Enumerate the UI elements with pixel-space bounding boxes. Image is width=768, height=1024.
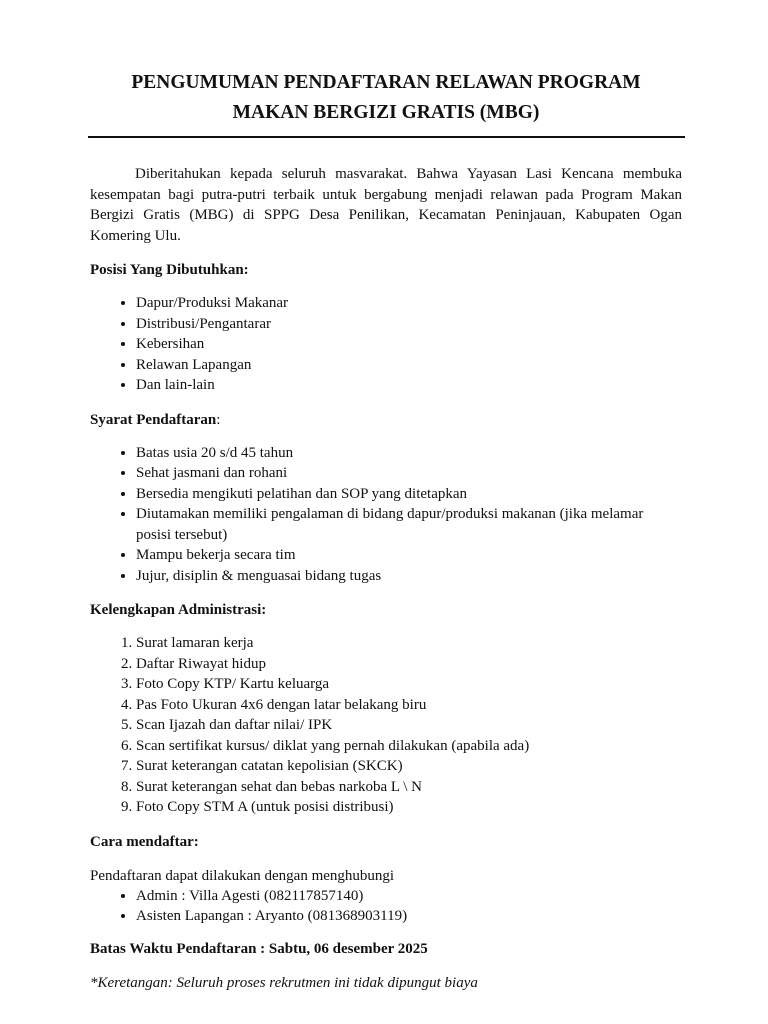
contacts-list <box>90 886 682 927</box>
list-item: 6. Scan sertifikat kursus/ diklat yang pernah dilakukan (apabila ada) <box>136 736 682 757</box>
title-line-1: PENGUMUMAN PENDAFTARAN RELAWAN PROGRAM <box>131 72 641 93</box>
list-item: • Dapur/Produksi Makanar <box>136 293 682 314</box>
list-item: • Batas usia 20 s/d 45 tahun <box>136 443 682 464</box>
title-divider <box>88 136 685 138</box>
footnote: *Keretangan: Seluruh proses rekrutmen ini tidak dipungut biaya <box>90 974 478 991</box>
requirements-heading-colon: : <box>216 411 221 428</box>
list-item: 5. Scan Ijazah dan daftar nilai/ IPK <box>136 715 682 736</box>
positions-heading: Posisi Yang Dibutuhkan: <box>90 262 249 278</box>
list-item: • Jujur, disiplin & menguasai bidang tugas <box>136 566 682 587</box>
list-item: 2. Daftar Riwayat hidup <box>136 654 682 675</box>
document-title <box>90 68 682 128</box>
registration-deadline: Batas Waktu Pendaftaran : Sabtu, 06 desember 2025 <box>90 940 428 957</box>
list-item: 8. Surat keterangan sehat dan bebas narkoba L \ N <box>136 777 682 798</box>
list-item: • Sehat jasmani dan rohani <box>136 463 682 484</box>
contact-item: • Admin : Villa Agesti (082117857140) <box>136 886 682 907</box>
list-item: 9. Foto Copy STM A (untuk posisi distribusi) <box>136 797 682 818</box>
list-item: 4. Pas Foto Ukuran 4x6 dengan latar belakang biru <box>136 695 682 716</box>
list-item: • Dan lain-lain <box>136 375 682 396</box>
contact-item: • Asisten Lapangan : Aryanto (081368903119) <box>136 906 682 927</box>
list-item: 1. Surat lamaran kerja <box>136 633 682 654</box>
list-item: • Diutamakan memiliki pengalaman di bidang dapur/produksi makanan (jika melamar posisi tersebut) <box>136 504 682 545</box>
how-to-register-text: Pendaftaran dapat dilakukan dengan menghubungi <box>90 867 395 884</box>
list-item: • Relawan Lapangan <box>136 355 682 376</box>
positions-list <box>90 293 682 396</box>
list-item: • Mampu bekerja secara tim <box>136 545 682 566</box>
list-item: • Distribusi/Pengantarar <box>136 314 682 335</box>
documents-list <box>90 633 682 818</box>
list-item: 7. Surat keterangan catatan kepolisian (SKCK) <box>136 756 682 777</box>
requirements-heading-text: Syarat Pendaftaran <box>90 411 217 428</box>
documents-heading: Kelengkapan Administrasi: <box>90 602 267 618</box>
list-item: 3. Foto Copy KTP/ Kartu keluarga <box>136 674 682 695</box>
requirements-list <box>90 443 682 587</box>
list-item: • Bersedia mengikuti pelatihan dan SOP yang ditetapkan <box>136 484 682 505</box>
how-to-register-heading: Cara mendaftar: <box>90 833 199 850</box>
list-item: • Kebersihan <box>136 334 682 355</box>
title-line-2: MAKAN BERGIZI GRATIS (MBG) <box>232 102 540 123</box>
requirements-heading <box>90 410 682 430</box>
intro-paragraph: Diberitahukan kepada seluruh masvarakat. Bahwa Yayasan Lasi Kencana membuka kesempatan bagi putra-putri terbaik untuk bergabung menjadi relawan pada Program Makan Bergizi Gratis (MBG) di SPPG Desa Penilikan, Kecamatan Peninjauan, Kabupaten Ogan Komering Ulu. <box>90 166 682 244</box>
